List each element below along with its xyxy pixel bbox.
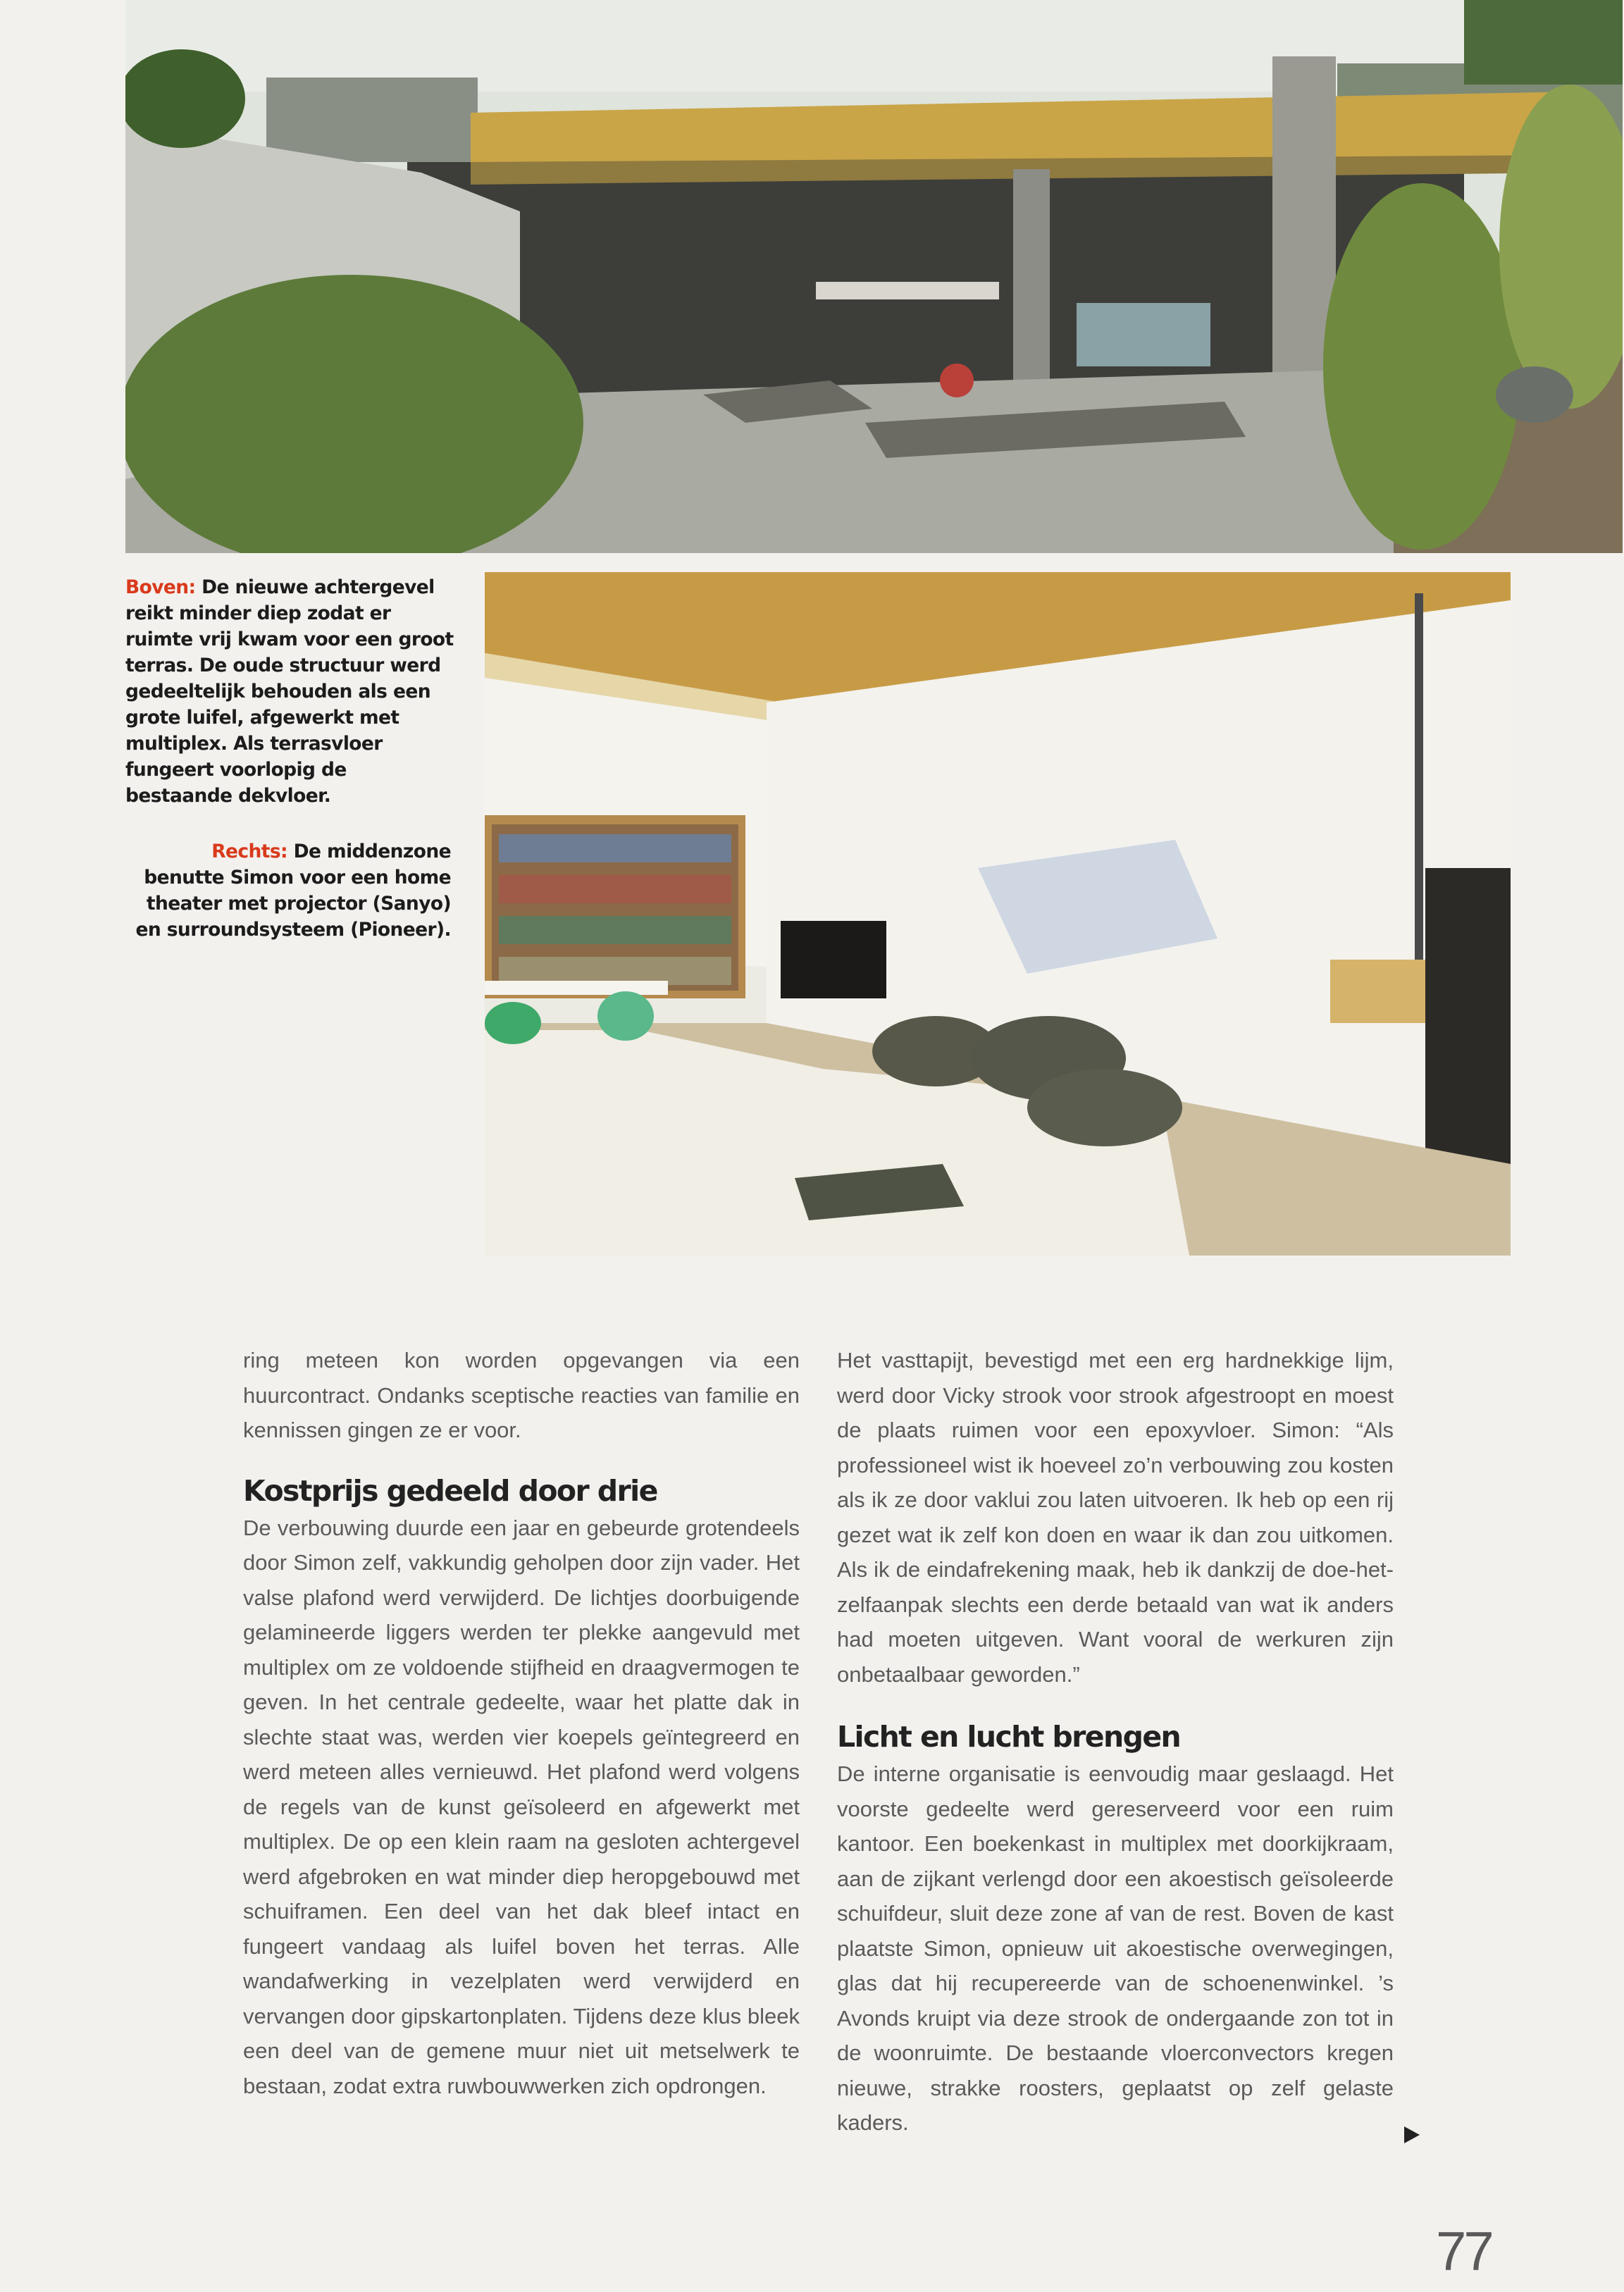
heading-kostprijs: Kostprijs gedeeld door drie [243, 1473, 657, 1508]
continue-arrow-icon [1404, 2126, 1420, 2143]
photo-home-theater [485, 572, 1511, 1256]
paragraph: ring meteen kon worden opgevangen via een huurcontract. Ondanks sceptische reacties van familie en kennissen gingen ze er voor. [243, 1348, 800, 1442]
caption-right [125, 838, 451, 943]
article-column-left [243, 1343, 800, 2103]
caption-right-text: De middenzone benutte Simon voor een home theater met projector (Sanyo) en surroundsysteem (Pioneer). [135, 841, 451, 941]
photo-terrace [125, 0, 1623, 553]
caption-top-label: Boven: [125, 576, 196, 598]
paragraph: De interne organisatie is eenvoudig maar geslaagd. Het voorste gedeelte werd gereserveerd voor een ruim kantoor. Een boekenkast in multiplex met doorkijkraam, aan de zijkant verlengd door een akoestisch geïsoleerde schuifdeur, sluit deze zone af van de rest. Boven de kast plaatste Simon, opnieuw uit akoestische overwegingen, glas dat hij recupereerde van de schoenenwinkel. ’s Avonds kruipt via deze strook de ondergaande zon tot in de woonruimte. De bestaande vloerconvectors kregen nieuwe, strakke roosters, geplaatst op zelf gelaste kaders. [837, 1761, 1394, 2135]
paragraph: De verbouwing duurde een jaar en gebeurde grotendeels door Simon zelf, vakkundig geholpen door zijn vader. Het valse plafond werd verwijderd. De lichtjes doorbuigende gelamineerde liggers werden ter plekke aangevuld met multiplex om ze voldoende stijfheid en draagvermogen te geven. In het centrale gedeelte, waar het platte dak in slechte staat was, werden vier koepels geïntegreerd en werd meteen alles vernieuwd. Het plafond werd volgens de regels van de kunst geïsoleerd en afgewerkt met multiplex. De op een klein raam na gesloten achtergevel werd afgebroken en wat minder diep heropgebouwd met schuiframen. Een deel van het dak bleef intact en fungeert vandaag als luifel boven het terras. Alle wandafwerking in vezelplaten werd verwijderd en vervangen door gipskartonplaten. Tijdens deze klus bleek een deel van de gemene muur niet uit metselwerk te bestaan, zodat extra ruwbouwwerken zich opdrongen. [243, 1515, 800, 2098]
caption-top [125, 574, 457, 809]
page-number: 77 [1436, 2220, 1492, 2282]
heading-licht-en-lucht: Licht en lucht brengen [837, 1720, 1181, 1754]
caption-right-label: Rechts: [211, 841, 288, 862]
article-column-right [837, 1343, 1394, 2141]
paragraph: Het vasttapijt, bevestigd met een erg hardnekkige lijm, werd door Vicky strook voor strook afgestroopt en moest de plaats ruimen voor een epoxyvloer. Simon: “Als professioneel wist ik hoeveel zo’n verbouwing zou kosten als ik ze door vaklui zou laten uitvoeren. Ik heb op een rij gezet wat ik zelf kon doen en waar ik dan zou uitkomen. Als ik de eindafrekening maak, heb ik dankzij de doe-het-zelfaanpak slechts een derde betaald van wat ik anders had moeten uitgeven. Want vooral de werkuren zijn onbetaalbaar geworden.” [837, 1348, 1394, 1687]
caption-top-text: De nieuwe achtergevel reikt minder diep zodat er ruimte vrij kwam voor een groot terras. De oude structuur werd gedeeltelijk behouden als een grote luifel, afgewerkt met multiplex. Als terrasvloer fungeert voorlopig de bestaande dekvloer. [125, 576, 454, 807]
